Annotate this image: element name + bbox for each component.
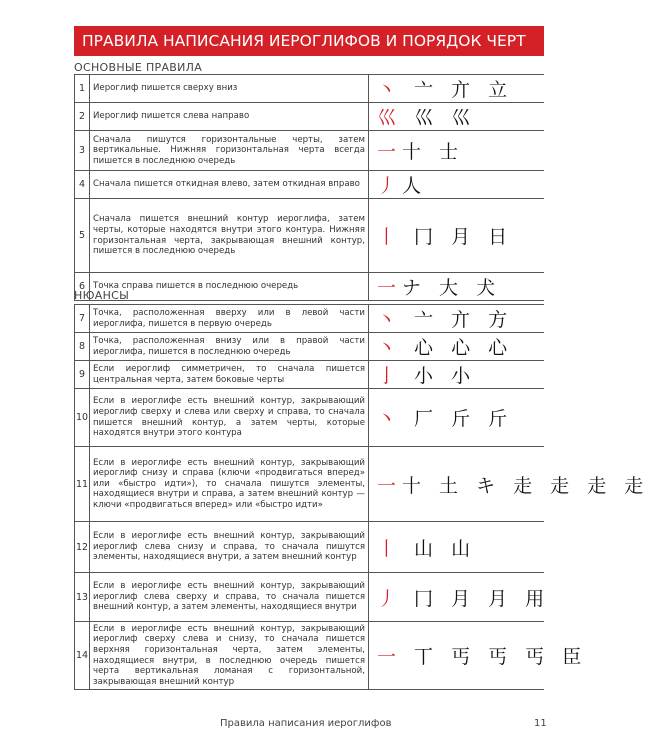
stroke-steps: 亠 亣 方 xyxy=(402,309,514,331)
stroke-steps: 十 士 xyxy=(402,141,465,163)
rule-number: 12 xyxy=(75,522,90,573)
rule-text: Если в иероглифе есть внешний контур, закрывающий иероглиф снизу и справа (ключи «продвигаться вперед» или «быстро идти»), то сначала пишутся элементы, находящиеся внутри и справа, а затем внешний контур — ключи «продвигаться вперед» или «быстро идти» xyxy=(90,447,369,522)
rule-row xyxy=(75,389,545,447)
stroke-sequence xyxy=(377,107,476,129)
stroke-order-example xyxy=(369,305,545,333)
stroke-sequence xyxy=(377,277,501,299)
page-title-banner xyxy=(74,26,544,56)
rule-text: Сначала пишется откидная влево, затем откидная вправо xyxy=(90,171,369,199)
rule-number: 6 xyxy=(75,273,90,301)
stroke-steps: 心 心 心 xyxy=(402,337,514,359)
first-stroke-highlight: 丿 xyxy=(377,175,403,197)
rule-row xyxy=(75,522,545,573)
page-title: ПРАВИЛА НАПИСАНИЯ ИЕРОГЛИФОВ И ПОРЯДОК ЧЕРТ xyxy=(82,32,526,50)
stroke-order-example xyxy=(369,361,545,389)
stroke-steps: 巛 巛 xyxy=(402,107,477,129)
first-stroke-highlight: 亅 xyxy=(377,365,403,387)
stroke-order-example xyxy=(369,622,588,690)
rule-number: 9 xyxy=(75,361,90,389)
rule-number: 2 xyxy=(75,103,90,131)
stroke-order-example xyxy=(369,273,545,301)
stroke-sequence xyxy=(377,475,649,497)
stroke-order-example xyxy=(369,75,545,103)
stroke-sequence xyxy=(377,226,513,248)
rule-text: Если в иероглифе есть внешний контур, закрывающий иероглиф сверху и слева или сверху и справа, то сначала пишется внешний контур, а затем черты, которые находятся внутри этого контура xyxy=(90,389,369,447)
stroke-sequence xyxy=(377,646,587,668)
stroke-sequence xyxy=(377,337,513,359)
stroke-order-example xyxy=(369,171,545,199)
basic-rules-table xyxy=(74,74,544,301)
section-title-basic: ОСНОВНЫЕ ПРАВИЛА xyxy=(74,61,203,74)
rule-number: 13 xyxy=(75,573,90,622)
rule-text: Точка, расположенная вверху или в левой части иероглифа, пишется в первую очередь xyxy=(90,305,369,333)
footer-text: Правила написания иероглифов xyxy=(220,718,392,729)
stroke-order-example xyxy=(369,522,545,573)
nuance-rules-table xyxy=(74,304,649,690)
rule-text: Если иероглиф симметричен, то сначала пишется центральная черта, затем боковые черты xyxy=(90,361,369,389)
stroke-order-example xyxy=(369,447,649,522)
stroke-sequence xyxy=(377,538,476,560)
first-stroke-highlight: 一 xyxy=(377,646,403,668)
stroke-sequence xyxy=(377,309,513,331)
first-stroke-highlight: 丿 xyxy=(377,587,403,610)
rule-row xyxy=(75,622,545,690)
stroke-steps: 丅 丐 丐 丐 臣 xyxy=(402,646,588,668)
first-stroke-highlight: 丨 xyxy=(377,226,403,248)
rule-number: 10 xyxy=(75,389,90,447)
stroke-sequence xyxy=(377,79,513,101)
stroke-sequence xyxy=(377,365,476,387)
stroke-order-example xyxy=(369,389,545,447)
rule-number: 4 xyxy=(75,171,90,199)
rule-number: 3 xyxy=(75,131,90,171)
first-stroke-highlight: 丶 xyxy=(377,309,403,331)
rule-text: Точка, расположенная внизу или в правой части иероглифа, пишется в последнюю очередь xyxy=(90,333,369,361)
stroke-steps: 冂 月 月 用 xyxy=(402,587,551,610)
rule-number: 5 xyxy=(75,199,90,273)
section-title-nuances: НЮАНСЫ xyxy=(74,289,130,302)
stroke-steps: ナ 大 犬 xyxy=(402,277,502,299)
rule-row xyxy=(75,199,545,273)
rule-number: 7 xyxy=(75,305,90,333)
rule-text: Сначала пишется внешний контур иероглифа, затем черты, которые находятся внутри этого контура. Нижняя горизонтальная черта, закрывающая внешний контур, пишется в последнюю очередь xyxy=(90,199,369,273)
rule-text: Точка справа пишется в последнюю очередь xyxy=(90,273,369,301)
stroke-sequence xyxy=(377,408,513,430)
rule-row xyxy=(75,75,545,103)
first-stroke-highlight: 丶 xyxy=(377,79,403,101)
first-stroke-highlight: 一 xyxy=(377,277,403,299)
stroke-order-example xyxy=(369,199,545,273)
first-stroke-highlight: 丶 xyxy=(377,408,403,430)
rule-number: 8 xyxy=(75,333,90,361)
rule-text: Иероглиф пишется сверху вниз xyxy=(90,75,369,103)
stroke-steps: 人 xyxy=(402,175,428,197)
stroke-sequence xyxy=(377,141,464,163)
rule-row xyxy=(75,131,545,171)
stroke-order-example xyxy=(369,333,545,361)
rule-row xyxy=(75,171,545,199)
first-stroke-highlight: 一 xyxy=(377,141,403,163)
first-stroke-highlight: 一 xyxy=(377,474,403,497)
stroke-order-example xyxy=(369,103,545,131)
page-number: 11 xyxy=(534,718,547,729)
rule-number: 14 xyxy=(75,622,90,690)
first-stroke-highlight: 丨 xyxy=(377,537,403,560)
rule-row xyxy=(75,273,545,301)
stroke-steps: 冂 月 日 xyxy=(402,226,514,248)
stroke-steps: 小 小 xyxy=(402,365,477,387)
stroke-steps: 厂 斤 斤 xyxy=(402,408,514,430)
stroke-steps: 亠 亣 立 xyxy=(402,79,514,101)
rule-text: Если в иероглифе есть внешний контур, закрывающий иероглиф слева сверху и справа, то сначала пишется внешний контур, а затем элементы, находящиеся внутри xyxy=(90,573,369,622)
stroke-steps: 十 土 キ 走 走 走 走 xyxy=(402,474,649,497)
rule-row xyxy=(75,333,545,361)
rule-row xyxy=(75,305,545,333)
rule-row xyxy=(75,447,545,522)
rule-text: Иероглиф пишется слева направо xyxy=(90,103,369,131)
rule-number: 1 xyxy=(75,75,90,103)
first-stroke-highlight: 丶 xyxy=(377,337,403,359)
rule-text: Сначала пишутся горизонтальные черты, затем вертикальные. Нижняя горизонтальная черта всегда пишется в последнюю очередь xyxy=(90,131,369,171)
stroke-steps: 山 山 xyxy=(402,537,477,560)
stroke-order-example xyxy=(369,573,551,622)
rule-row xyxy=(75,573,545,622)
stroke-order-example xyxy=(369,131,545,171)
rule-text: Если в иероглифе есть внешний контур, закрывающий иероглиф слева снизу и справа, то сначала пишутся элементы, находящиеся внутри, а затем внешний контур xyxy=(90,522,369,573)
stroke-sequence xyxy=(377,175,427,197)
rule-row xyxy=(75,361,545,389)
first-stroke-highlight: 巛 xyxy=(377,107,403,129)
stroke-sequence xyxy=(377,588,550,610)
rule-row xyxy=(75,103,545,131)
rule-number: 11 xyxy=(75,447,90,522)
rule-text: Если в иероглифе есть внешний контур, закрывающий иероглиф сверху слева и снизу, то сначала пишется верхняя горизонтальная черта, затем элементы, находящиеся внутри, в последнюю очередь пишется черта вертикальная ломаная с горизонтальной, закрывающая внешний контур xyxy=(90,622,369,690)
